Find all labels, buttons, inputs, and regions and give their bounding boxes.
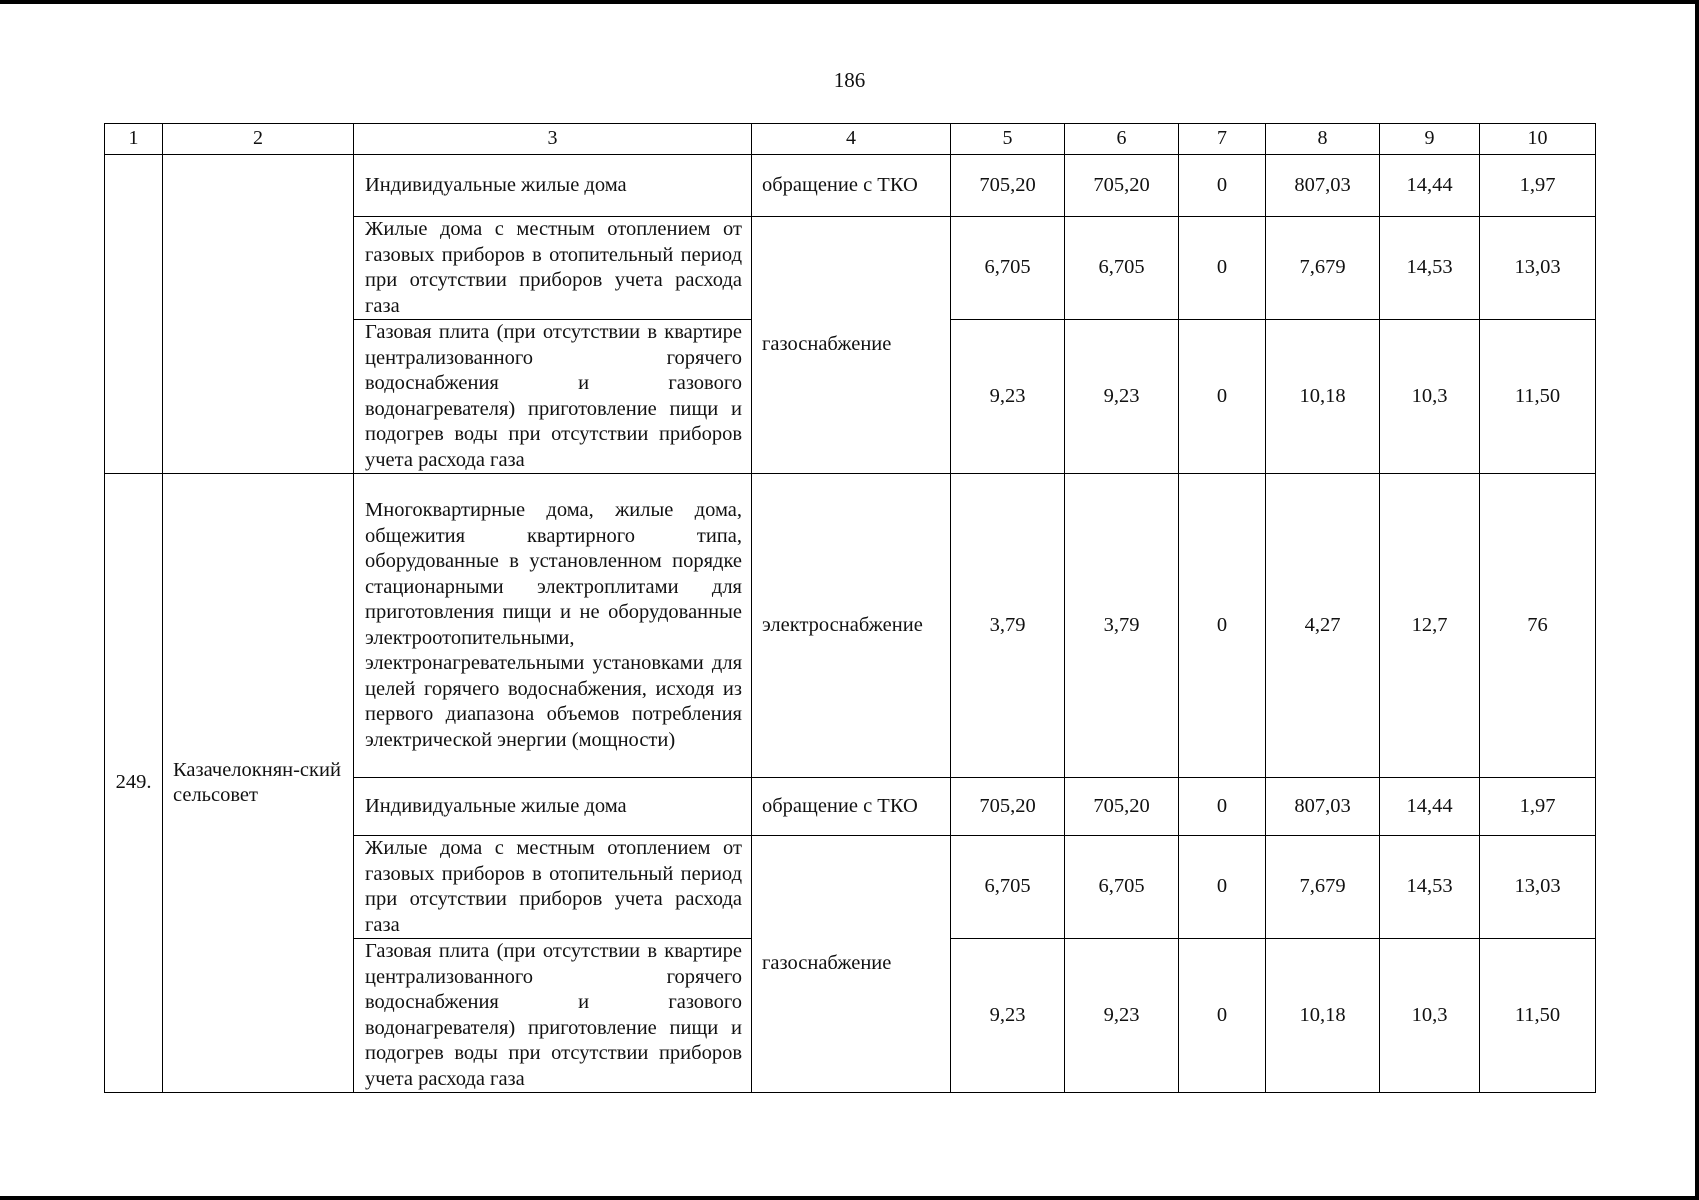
value-col8: 807,03 [1266,778,1380,836]
header-cell: 7 [1179,124,1266,155]
header-row [105,124,1596,155]
value-col6: 6,705 [1065,836,1179,939]
value-col10: 11,50 [1480,939,1596,1093]
value-col7: 0 [1179,778,1266,836]
header-cell: 3 [354,124,752,155]
value-col7: 0 [1179,217,1266,320]
value-col6: 705,20 [1065,778,1179,836]
frame-right [1695,0,1699,1200]
value-col7: 0 [1179,836,1266,939]
consumer-category: Жилые дома с местным отоплением от газовых приборов в отопительный период при отсутствии приборов учета расхода газа [354,836,752,939]
service-type: газоснабжение [752,836,951,1093]
value-col6: 9,23 [1065,320,1179,474]
value-col9: 14,53 [1380,836,1480,939]
value-col5: 9,23 [951,320,1065,474]
value-col8: 4,27 [1266,474,1380,778]
service-type: обращение с ТКО [752,778,951,836]
value-col5: 705,20 [951,778,1065,836]
value-col10: 13,03 [1480,217,1596,320]
header-cell: 2 [163,124,354,155]
value-col5: 6,705 [951,836,1065,939]
value-col10: 11,50 [1480,320,1596,474]
header-cell: 8 [1266,124,1380,155]
value-col8: 10,18 [1266,939,1380,1093]
value-col6: 3,79 [1065,474,1179,778]
header-cell: 1 [105,124,163,155]
value-col6: 6,705 [1065,217,1179,320]
value-col8: 7,679 [1266,217,1380,320]
consumer-category: Индивидуальные жилые дома [354,155,752,217]
value-col7: 0 [1179,320,1266,474]
header-cell: 9 [1380,124,1480,155]
header-cell: 5 [951,124,1065,155]
page-number: 186 [833,68,866,92]
value-col5: 705,20 [951,155,1065,217]
empty-municipality-cell [163,155,354,474]
frame-top [0,0,1699,4]
value-col6: 705,20 [1065,155,1179,217]
value-col9: 14,44 [1380,155,1480,217]
consumer-category: Жилые дома с местным отоплением от газовых приборов в отопительный период при отсутствии приборов учета расхода газа [354,217,752,320]
value-col7: 0 [1179,939,1266,1093]
consumer-category: Газовая плита (при отсутствии в квартире централизованного горячего водоснабжения и газового водонагревателя) приготовление пищи и подогрев воды при отсутствии приборов учета расхода газа [354,320,752,474]
norms-table [104,123,1596,1093]
empty-number-cell [105,155,163,474]
service-type: обращение с ТКО [752,155,951,217]
value-col5: 3,79 [951,474,1065,778]
value-col10: 13,03 [1480,836,1596,939]
header-cell: 6 [1065,124,1179,155]
frame-bottom [0,1196,1699,1200]
consumer-category: Индивидуальные жилые дома [354,778,752,836]
service-type: газоснабжение [752,217,951,474]
value-col7: 0 [1179,474,1266,778]
value-col6: 9,23 [1065,939,1179,1093]
row-number: 249. [105,474,163,1093]
value-col5: 6,705 [951,217,1065,320]
municipality-name: Казачелокнян-ский сельсовет [163,474,354,1093]
table-row [105,155,1596,217]
value-col9: 14,53 [1380,217,1480,320]
value-col9: 12,7 [1380,474,1480,778]
value-col8: 10,18 [1266,320,1380,474]
value-col10: 1,97 [1480,155,1596,217]
value-col8: 7,679 [1266,836,1380,939]
value-col9: 14,44 [1380,778,1480,836]
value-col5: 9,23 [951,939,1065,1093]
consumer-category: Многоквартирные дома, жилые дома, общежития квартирного типа, оборудованные в установленном порядке стационарными электроплитами для приготовления пищи и не оборудованные электроотопительными, электронагревательными установками для целей горячего водоснабжения, исходя из первого диапазона объемов потребления электрической энергии (мощности) [354,474,752,778]
service-type: электроснабжение [752,474,951,778]
value-col8: 807,03 [1266,155,1380,217]
consumer-category: Газовая плита (при отсутствии в квартире централизованного горячего водоснабжения и газового водонагревателя) приготовление пищи и подогрев воды при отсутствии приборов учета расхода газа [354,939,752,1093]
header-cell: 4 [752,124,951,155]
value-col9: 10,3 [1380,320,1480,474]
value-col10: 76 [1480,474,1596,778]
table-row [105,474,1596,778]
value-col9: 10,3 [1380,939,1480,1093]
value-col7: 0 [1179,155,1266,217]
value-col10: 1,97 [1480,778,1596,836]
header-cell: 10 [1480,124,1596,155]
